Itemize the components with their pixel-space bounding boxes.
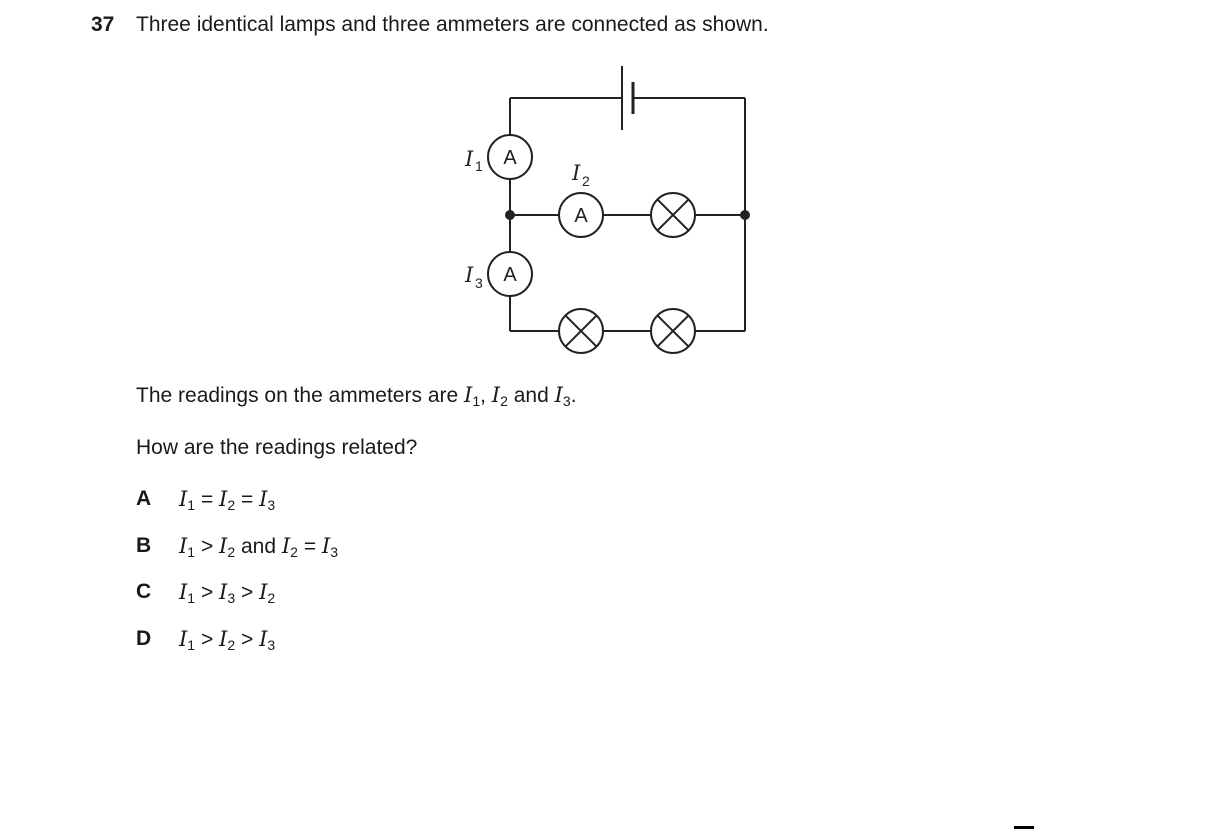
current-subscript: 3 bbox=[267, 637, 276, 653]
current-variable: I bbox=[219, 627, 228, 651]
current-subscript: 2 bbox=[227, 637, 236, 653]
current-variable: I bbox=[179, 487, 188, 511]
current-variable: I bbox=[219, 487, 228, 511]
operator: and bbox=[240, 535, 277, 558]
readings-prefix: The readings on the ammeters are bbox=[136, 384, 459, 407]
current-variable: I bbox=[179, 534, 188, 558]
current-label-1-sub: 1 bbox=[475, 158, 483, 174]
lamp-bottom-right bbox=[651, 309, 695, 353]
readings-var-1: I bbox=[464, 383, 473, 407]
readings-var-2: I bbox=[491, 383, 501, 407]
current-subscript: 1 bbox=[187, 637, 196, 653]
current-variable: I bbox=[321, 534, 331, 558]
current-variable: I bbox=[219, 580, 228, 604]
operator: > bbox=[200, 535, 214, 558]
current-subscript: 2 bbox=[290, 544, 298, 560]
current-subscript: 1 bbox=[187, 590, 196, 606]
readings-sub-1: 1 bbox=[472, 393, 481, 409]
option-b-letter[interactable]: B bbox=[136, 534, 152, 557]
current-variable: I bbox=[259, 580, 268, 604]
ammeter-1-label: A bbox=[503, 147, 517, 169]
current-subscript: 2 bbox=[227, 497, 236, 513]
ammeter-2-label: A bbox=[574, 205, 588, 227]
current-variable: I bbox=[281, 534, 291, 558]
current-label-2-sub: 2 bbox=[582, 173, 590, 189]
current-subscript: 3 bbox=[227, 590, 236, 606]
option-a-expression[interactable] bbox=[179, 487, 275, 512]
current-subscript: 1 bbox=[187, 544, 196, 560]
current-variable: I bbox=[259, 627, 268, 651]
question-number: 37 bbox=[91, 13, 115, 36]
operator: > bbox=[240, 581, 254, 604]
operator: = bbox=[200, 488, 214, 511]
option-c-letter[interactable]: C bbox=[136, 580, 152, 603]
operator: = bbox=[240, 488, 254, 511]
current-variable: I bbox=[219, 534, 228, 558]
operator: = bbox=[303, 535, 317, 558]
current-subscript: 3 bbox=[267, 497, 276, 513]
readings-var-3: I bbox=[554, 383, 563, 407]
lamp-bottom-left bbox=[559, 309, 603, 353]
option-d-letter[interactable]: D bbox=[136, 627, 152, 650]
junction-left bbox=[505, 210, 515, 220]
question-prompt: How are the readings related? bbox=[136, 436, 418, 459]
current-variable: I bbox=[259, 487, 268, 511]
current-subscript: 1 bbox=[187, 497, 196, 513]
junction-right bbox=[740, 210, 750, 220]
readings-sub-3: 3 bbox=[562, 393, 571, 409]
option-c-expression[interactable] bbox=[179, 580, 275, 605]
lamp-middle bbox=[651, 193, 695, 237]
readings-sub-2: 2 bbox=[500, 393, 508, 409]
option-a-letter[interactable]: A bbox=[136, 487, 152, 510]
operator: > bbox=[200, 581, 214, 604]
current-label-3: I bbox=[465, 263, 474, 287]
current-variable: I bbox=[179, 627, 188, 651]
operator: > bbox=[240, 628, 254, 651]
current-subscript: 3 bbox=[330, 544, 339, 560]
option-b-expression[interactable] bbox=[179, 534, 338, 559]
readings-statement: The readings on the ammeters are $I_1$, $I_2$ and $I_3$. bbox=[136, 383, 577, 409]
option-d-expression[interactable] bbox=[179, 627, 275, 652]
current-subscript: 2 bbox=[267, 590, 276, 606]
readings-and: and bbox=[513, 384, 549, 407]
operator: > bbox=[200, 628, 214, 651]
ammeter-3-label: A bbox=[503, 264, 517, 286]
question-stem: Three identical lamps and three ammeters are connected as shown. bbox=[136, 13, 769, 36]
current-variable: I bbox=[179, 580, 188, 604]
current-subscript: 2 bbox=[227, 544, 236, 560]
current-label-3-sub: 3 bbox=[475, 275, 483, 291]
current-label-1: I bbox=[465, 147, 474, 171]
current-label-2: I bbox=[572, 161, 581, 185]
page-corner-mark bbox=[1014, 826, 1034, 829]
